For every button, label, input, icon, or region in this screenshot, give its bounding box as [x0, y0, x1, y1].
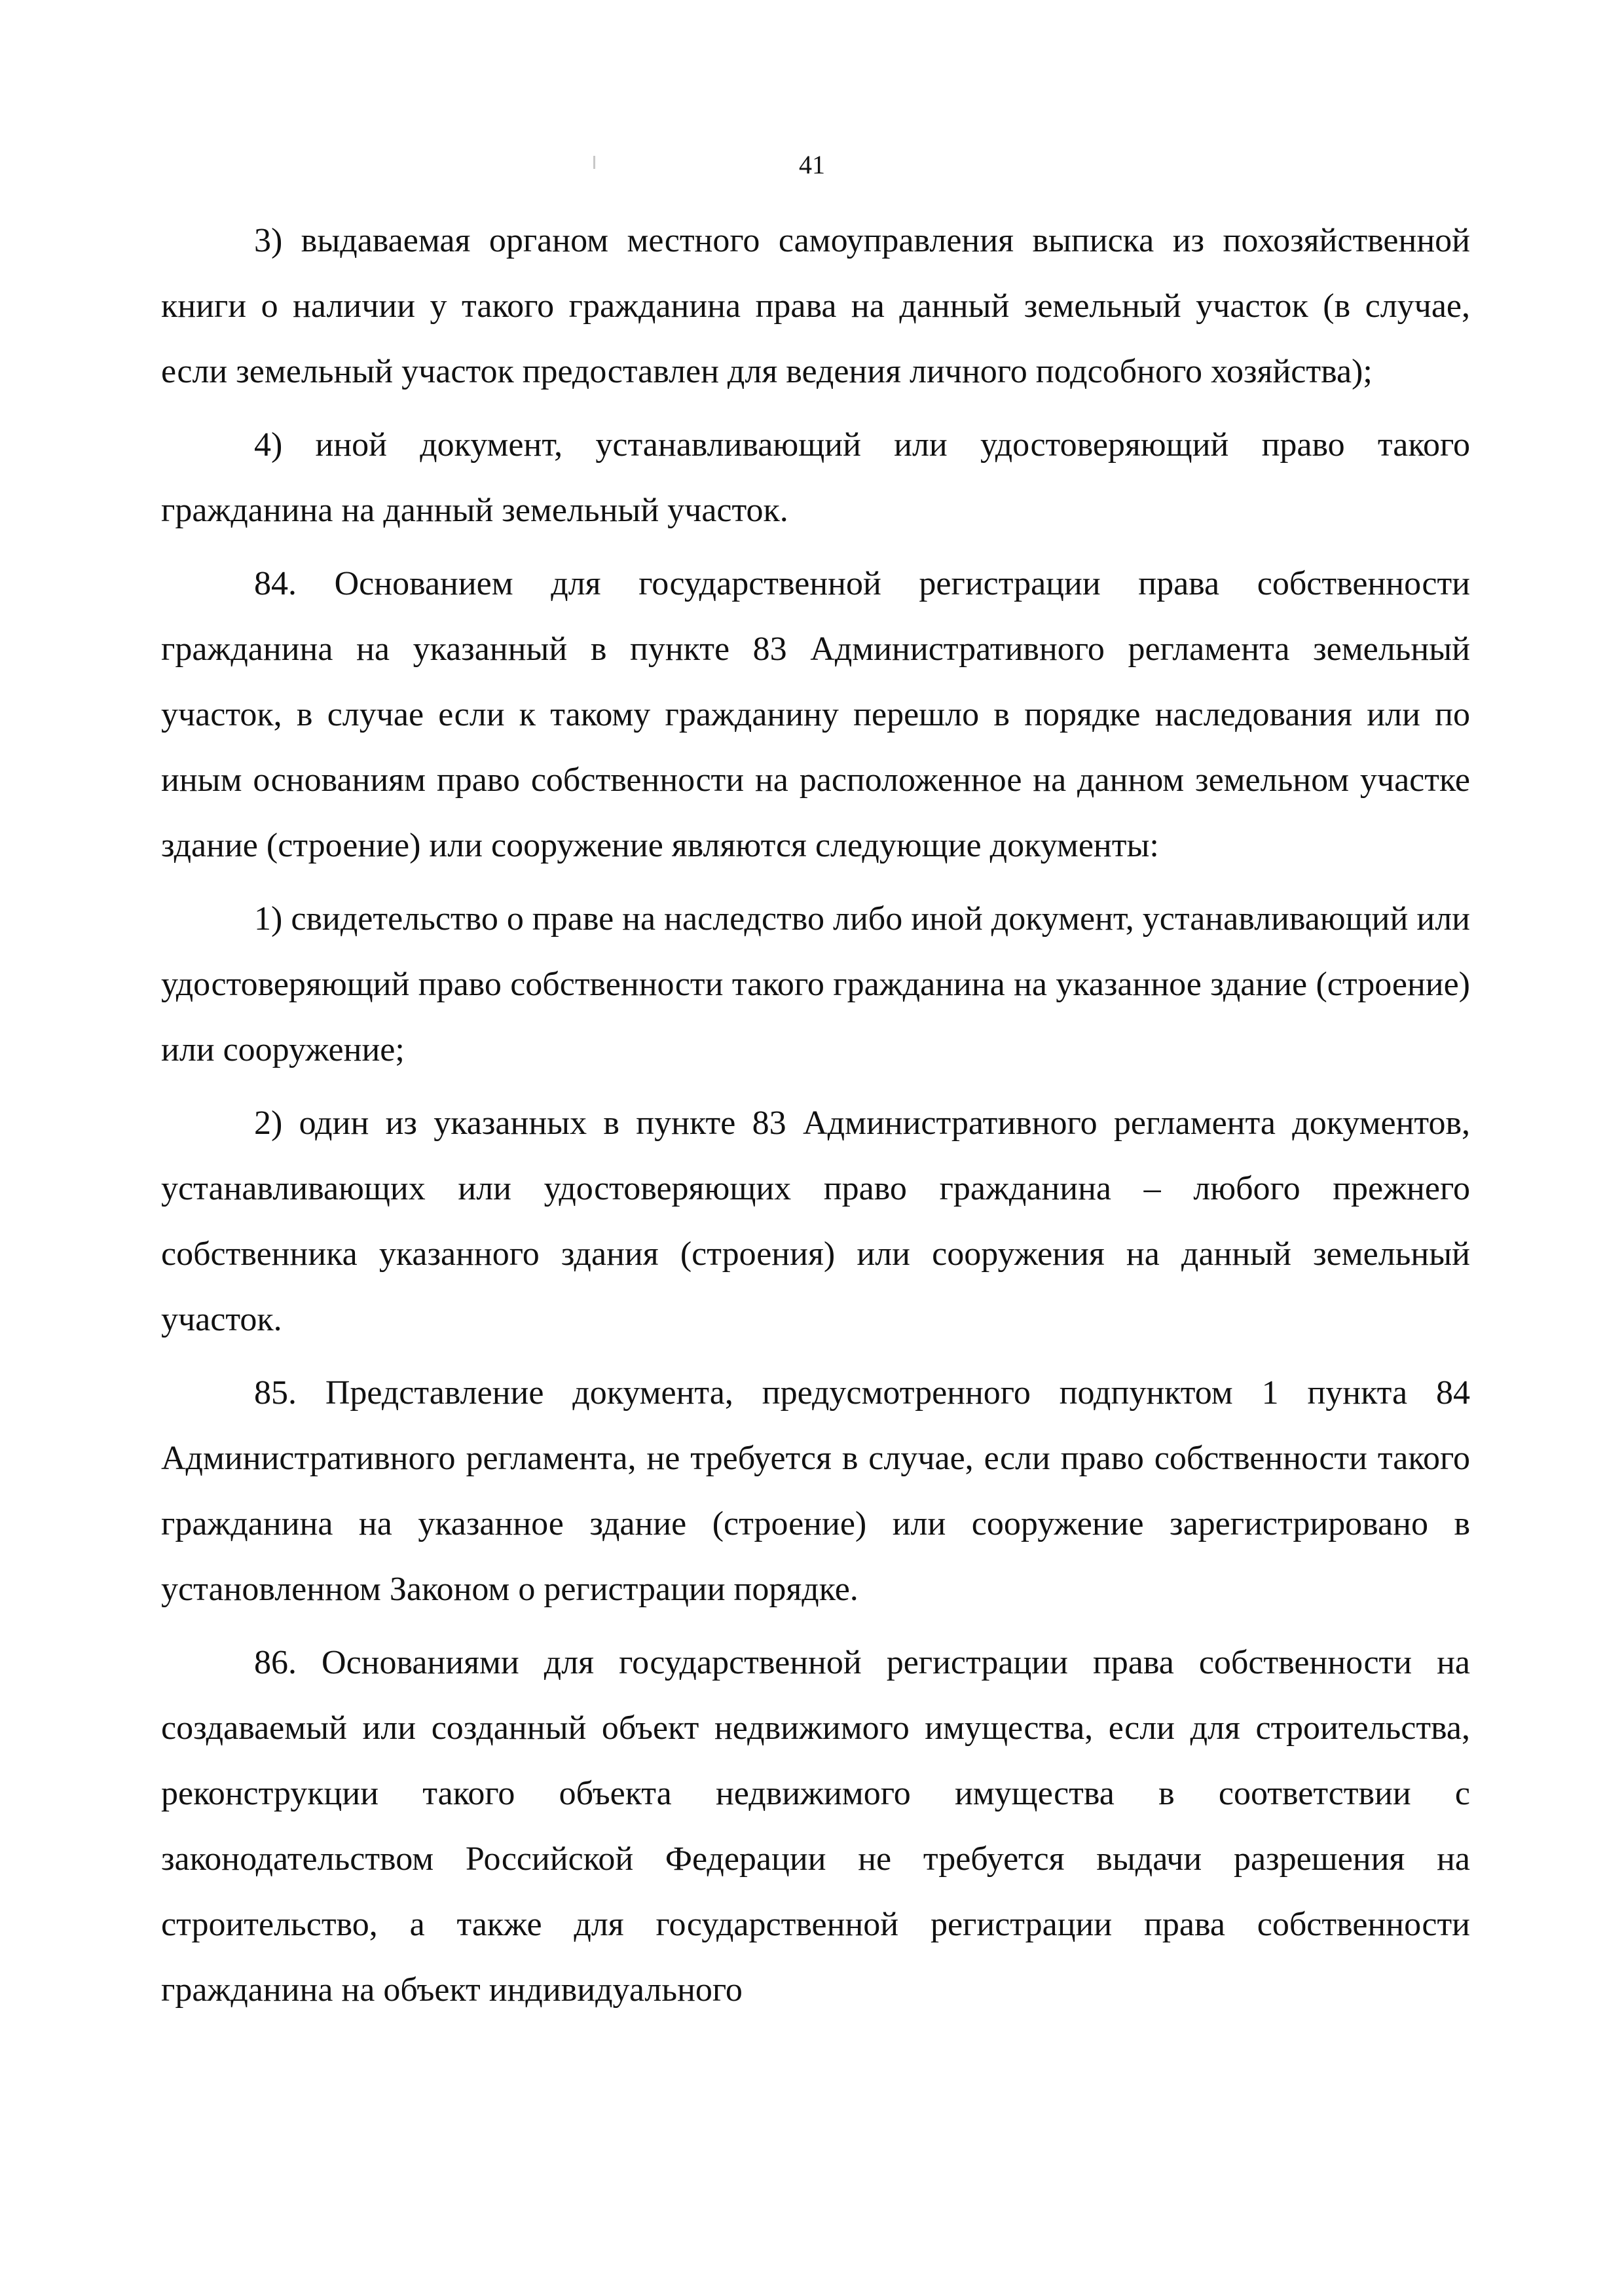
page-number: 41 — [799, 150, 825, 179]
paragraph-84: 84. Основанием для государственной регистрации права собственности гражданина на указанный в пункте 83 Административного регламента земельный участок, в случае если к такому гражданину перешло в порядке наследования или по иным основаниям право собственности на расположенное на данном земельном участке здание (строение) или сооружение являются следующие документы: — [161, 565, 1470, 864]
paragraph-item-3: 3) выдаваемая органом местного самоуправления выписка из похозяйственной книги о наличии у такого гражданина права на данный земельный участок (в случае, если земельный участок предоставлен для ведения личного подсобного хозяйства); — [161, 222, 1470, 390]
document-body — [161, 208, 1470, 2031]
paragraph-item-4: 4) иной документ, устанавливающий или удостоверяющий право такого гражданина на данный земельный участок. — [161, 426, 1470, 529]
paragraph-84-item-1: 1) свидетельство о праве на наследство либо иной документ, устанавливающий или удостоверяющий право собственности такого гражданина на указанное здание (строение) или сооружение; — [161, 900, 1470, 1068]
paragraph-84-item-2: 2) один из указанных в пункте 83 Административного регламента документов, устанавливающих или удостоверяющих право гражданина – любого прежнего собственника указанного здания (строения) или сооружения на данный земельный участок. — [161, 1104, 1470, 1338]
paragraph-86: 86. Основаниями для государственной регистрации права собственности на создаваемый или созданный объект недвижимого имущества, если для строительства, реконструкции такого объекта недвижимого имущества в соответствии с законодательством Российской Федерации не требуется выдачи разрешения на строительство, а также для государственной регистрации права собственности гражданина на объект индивидуального — [161, 1644, 1470, 2009]
scan-mark — [593, 156, 595, 169]
paragraph-85: 85. Представление документа, предусмотренного подпунктом 1 пункта 84 Административного регламента, не требуется в случае, если право собственности такого гражданина на указанное здание (строение) или сооружение зарегистрировано в установленном Законом о регистрации порядке. — [161, 1374, 1470, 1608]
